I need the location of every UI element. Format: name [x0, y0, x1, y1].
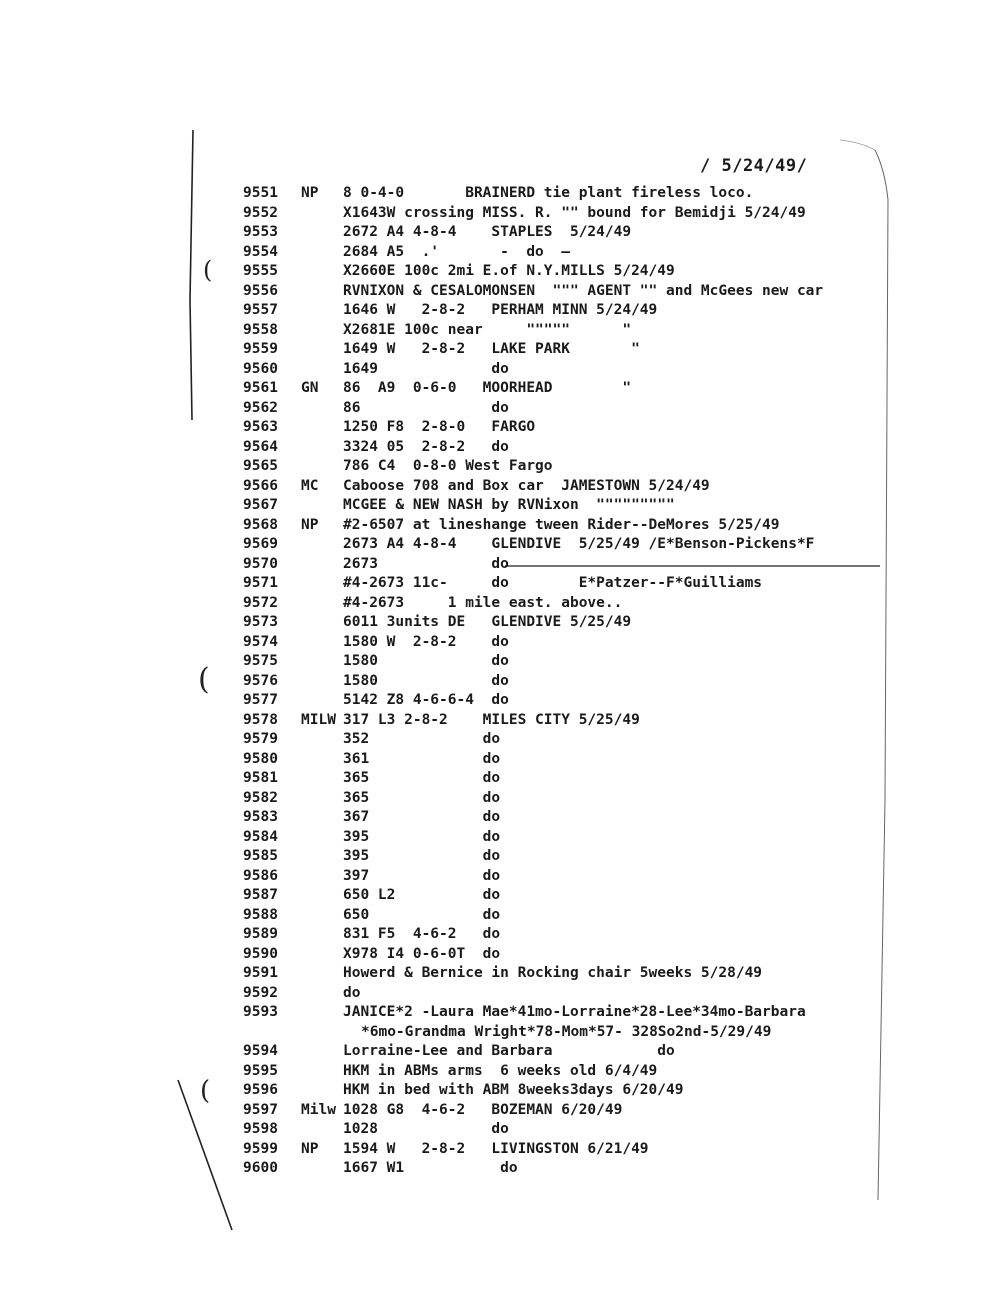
entry-description: 1649 W 2-8-2 LAKE PARK " [343, 341, 640, 357]
entry-number: 9565 [243, 458, 278, 474]
entry-description: 397 do [343, 867, 501, 884]
entry-description: #2-6507 at lineshange tween Rider--DeMores 5/25/49 [343, 516, 780, 533]
entry-description: RVNIXON & CESALOMONSEN """ AGENT "" and McGees new car [343, 282, 824, 299]
entry-description: X2681E 100c near """"" " [343, 321, 632, 338]
railroad-code: NP [301, 516, 319, 533]
entry-number: 9559 [243, 341, 278, 357]
entry-number: 9584 [243, 828, 278, 845]
entry-number: 9597 [243, 1101, 278, 1118]
entry-description: #4-2673 1 mile east. above.. [343, 594, 623, 611]
entry-number: 9599 [243, 1140, 278, 1157]
entry-description: 2684 A5 .' - do — [343, 243, 570, 260]
entry-number: 9570 [243, 555, 278, 572]
railroad-code: NP [301, 1140, 319, 1157]
entry-number: 9553 [243, 224, 278, 240]
entry-number: 9557 [243, 302, 278, 318]
entry-number: 9574 [243, 633, 278, 650]
entry-number: 9591 [243, 965, 278, 981]
entry-number: 9571 [243, 575, 278, 591]
entry-description: 365 do [343, 770, 501, 786]
entry-number: 9569 [243, 536, 278, 552]
entry-number: 9563 [243, 419, 278, 435]
entry-number: 9572 [243, 594, 278, 611]
entry-number: 9595 [243, 1062, 278, 1079]
entry-description: X978 I4 0-6-0T do [343, 945, 501, 962]
entry-description: 650 do [343, 906, 501, 923]
entry-description: 1580 do [343, 653, 509, 669]
entry-number: 9558 [243, 321, 278, 338]
entry-number: 9596 [243, 1082, 278, 1098]
entry-number: 9561 [243, 380, 278, 396]
entry-number: 9580 [243, 750, 278, 767]
entry-description: 1580 W 2-8-2 do [343, 633, 509, 650]
entry-description: 650 L2 do [343, 887, 501, 903]
entry-description: 317 L3 2-8-2 MILES CITY 5/25/49 [343, 711, 640, 728]
entry-description: HKM in ABMs arms 6 weeks old 6/4/49 [343, 1062, 658, 1079]
entry-description: 1580 do [343, 672, 509, 689]
entry-description: Caboose 708 and Box car JAMESTOWN 5/24/49 [343, 477, 710, 494]
entry-description: 395 do [343, 828, 501, 845]
entry-number: 9600 [243, 1160, 278, 1176]
entry-number: 9554 [243, 243, 278, 260]
entry-description: 352 do [343, 731, 501, 747]
entry-number: 9579 [243, 731, 278, 747]
entry-description: 2672 A4 4-8-4 STAPLES 5/24/49 [343, 224, 632, 240]
entry-number: 9578 [243, 711, 278, 728]
entry-number: 9576 [243, 672, 278, 689]
entry-number: 9556 [243, 282, 278, 299]
entry-description: X2660E 100c 2mi E.of N.Y.MILLS 5/24/49 [343, 263, 675, 279]
margin-bracket-mark: ( [198, 662, 210, 697]
entry-description: 2673 A4 4-8-4 GLENDIVE 5/25/49 /E*Benson-Pickens*F [343, 536, 815, 552]
entry-description: 5142 Z8 4-6-6-4 do [343, 692, 509, 708]
margin-bracket-mark: ( [200, 1076, 211, 1106]
entry-description: 1646 W 2-8-2 PERHAM MINN 5/24/49 [343, 302, 658, 318]
entry-number: 9592 [243, 984, 278, 1001]
entry-number: 9581 [243, 770, 278, 786]
railroad-code: NP [301, 185, 319, 201]
entry-number: 9577 [243, 692, 278, 708]
entry-description: 6011 3units DE GLENDIVE 5/25/49 [343, 614, 632, 630]
railroad-code: MILW [301, 711, 336, 728]
railroad-code: MC [301, 477, 319, 494]
entry-description: 365 do [343, 789, 501, 806]
entry-description: 1028 G8 4-6-2 BOZEMAN 6/20/49 [343, 1101, 623, 1118]
entry-number: 9590 [243, 945, 278, 962]
entry-number: 9586 [243, 867, 278, 884]
header-date: / 5/24/49/ [700, 156, 808, 176]
entry-number: 9575 [243, 653, 278, 669]
entry-number: 9562 [243, 399, 278, 416]
entry-description: 831 F5 4-6-2 do [343, 926, 501, 942]
entry-description: 1649 do [343, 360, 509, 377]
entry-description: 1250 F8 2-8-0 FARGO [343, 419, 536, 435]
railroad-code: GN [301, 380, 319, 396]
entry-description: Lorraine-Lee and Barbara do [343, 1043, 675, 1059]
entry-description: 1594 W 2-8-2 LIVINGSTON 6/21/49 [343, 1140, 649, 1157]
entry-number: 9585 [243, 848, 278, 864]
entry-number: 9588 [243, 906, 278, 923]
railroad-code: Milw [301, 1101, 336, 1118]
entry-description: Howerd & Bernice in Rocking chair 5weeks 5/28/49 [343, 965, 763, 981]
entry-number: 9587 [243, 887, 278, 903]
entry-number: 9568 [243, 516, 278, 533]
entry-description: 367 do [343, 809, 501, 825]
entry-number: 9582 [243, 789, 278, 806]
margin-bracket-mark: ( [203, 256, 213, 284]
entry-number: 9552 [243, 204, 278, 221]
entry-description: 3324 05 2-8-2 do [343, 438, 509, 455]
entry-description: 1028 do [343, 1121, 509, 1137]
entry-description: X1643W crossing MISS. R. "" bound for Bemidji 5/24/49 [343, 204, 806, 221]
entry-number: 9551 [243, 185, 278, 201]
entry-description: 361 do [343, 750, 501, 767]
entry-description: 786 C4 0-8-0 West Fargo [343, 458, 553, 474]
entry-number: 9567 [243, 497, 278, 513]
entry-description: MCGEE & NEW NASH by RVNixon """"""""" [343, 497, 675, 513]
entry-number: 9589 [243, 926, 278, 942]
entry-description: *6mo-Grandma Wright*78-Mom*57- 328So2nd-5/29/49 [361, 1023, 772, 1040]
entry-number: 9560 [243, 360, 278, 377]
entry-description: 2673 do [343, 555, 509, 572]
entry-description: 86 do [343, 399, 509, 416]
entry-number: 9555 [243, 263, 278, 279]
entry-number: 9583 [243, 809, 278, 825]
entry-number: 9564 [243, 438, 278, 455]
entry-description: HKM in bed with ABM 8weeks3days 6/20/49 [343, 1082, 684, 1098]
entry-description: 86 A9 0-6-0 MOORHEAD " [343, 380, 632, 396]
entry-description: 8 0-4-0 BRAINERD tie plant fireless loco. [343, 185, 754, 201]
entry-number: 9566 [243, 477, 278, 494]
entry-number: 9593 [243, 1004, 278, 1020]
entry-description: do [343, 984, 361, 1001]
entry-number: 9573 [243, 614, 278, 630]
entry-number: 9594 [243, 1043, 278, 1059]
entry-description: 1667 W1 do [343, 1160, 518, 1176]
entry-description: JANICE*2 -Laura Mae*41mo-Lorraine*28-Lee*34mo-Barbara [343, 1004, 806, 1020]
entry-number: 9598 [243, 1121, 278, 1137]
entry-description: 395 do [343, 848, 501, 864]
entry-description: #4-2673 11c- do E*Patzer--F*Guilliams [343, 575, 763, 591]
